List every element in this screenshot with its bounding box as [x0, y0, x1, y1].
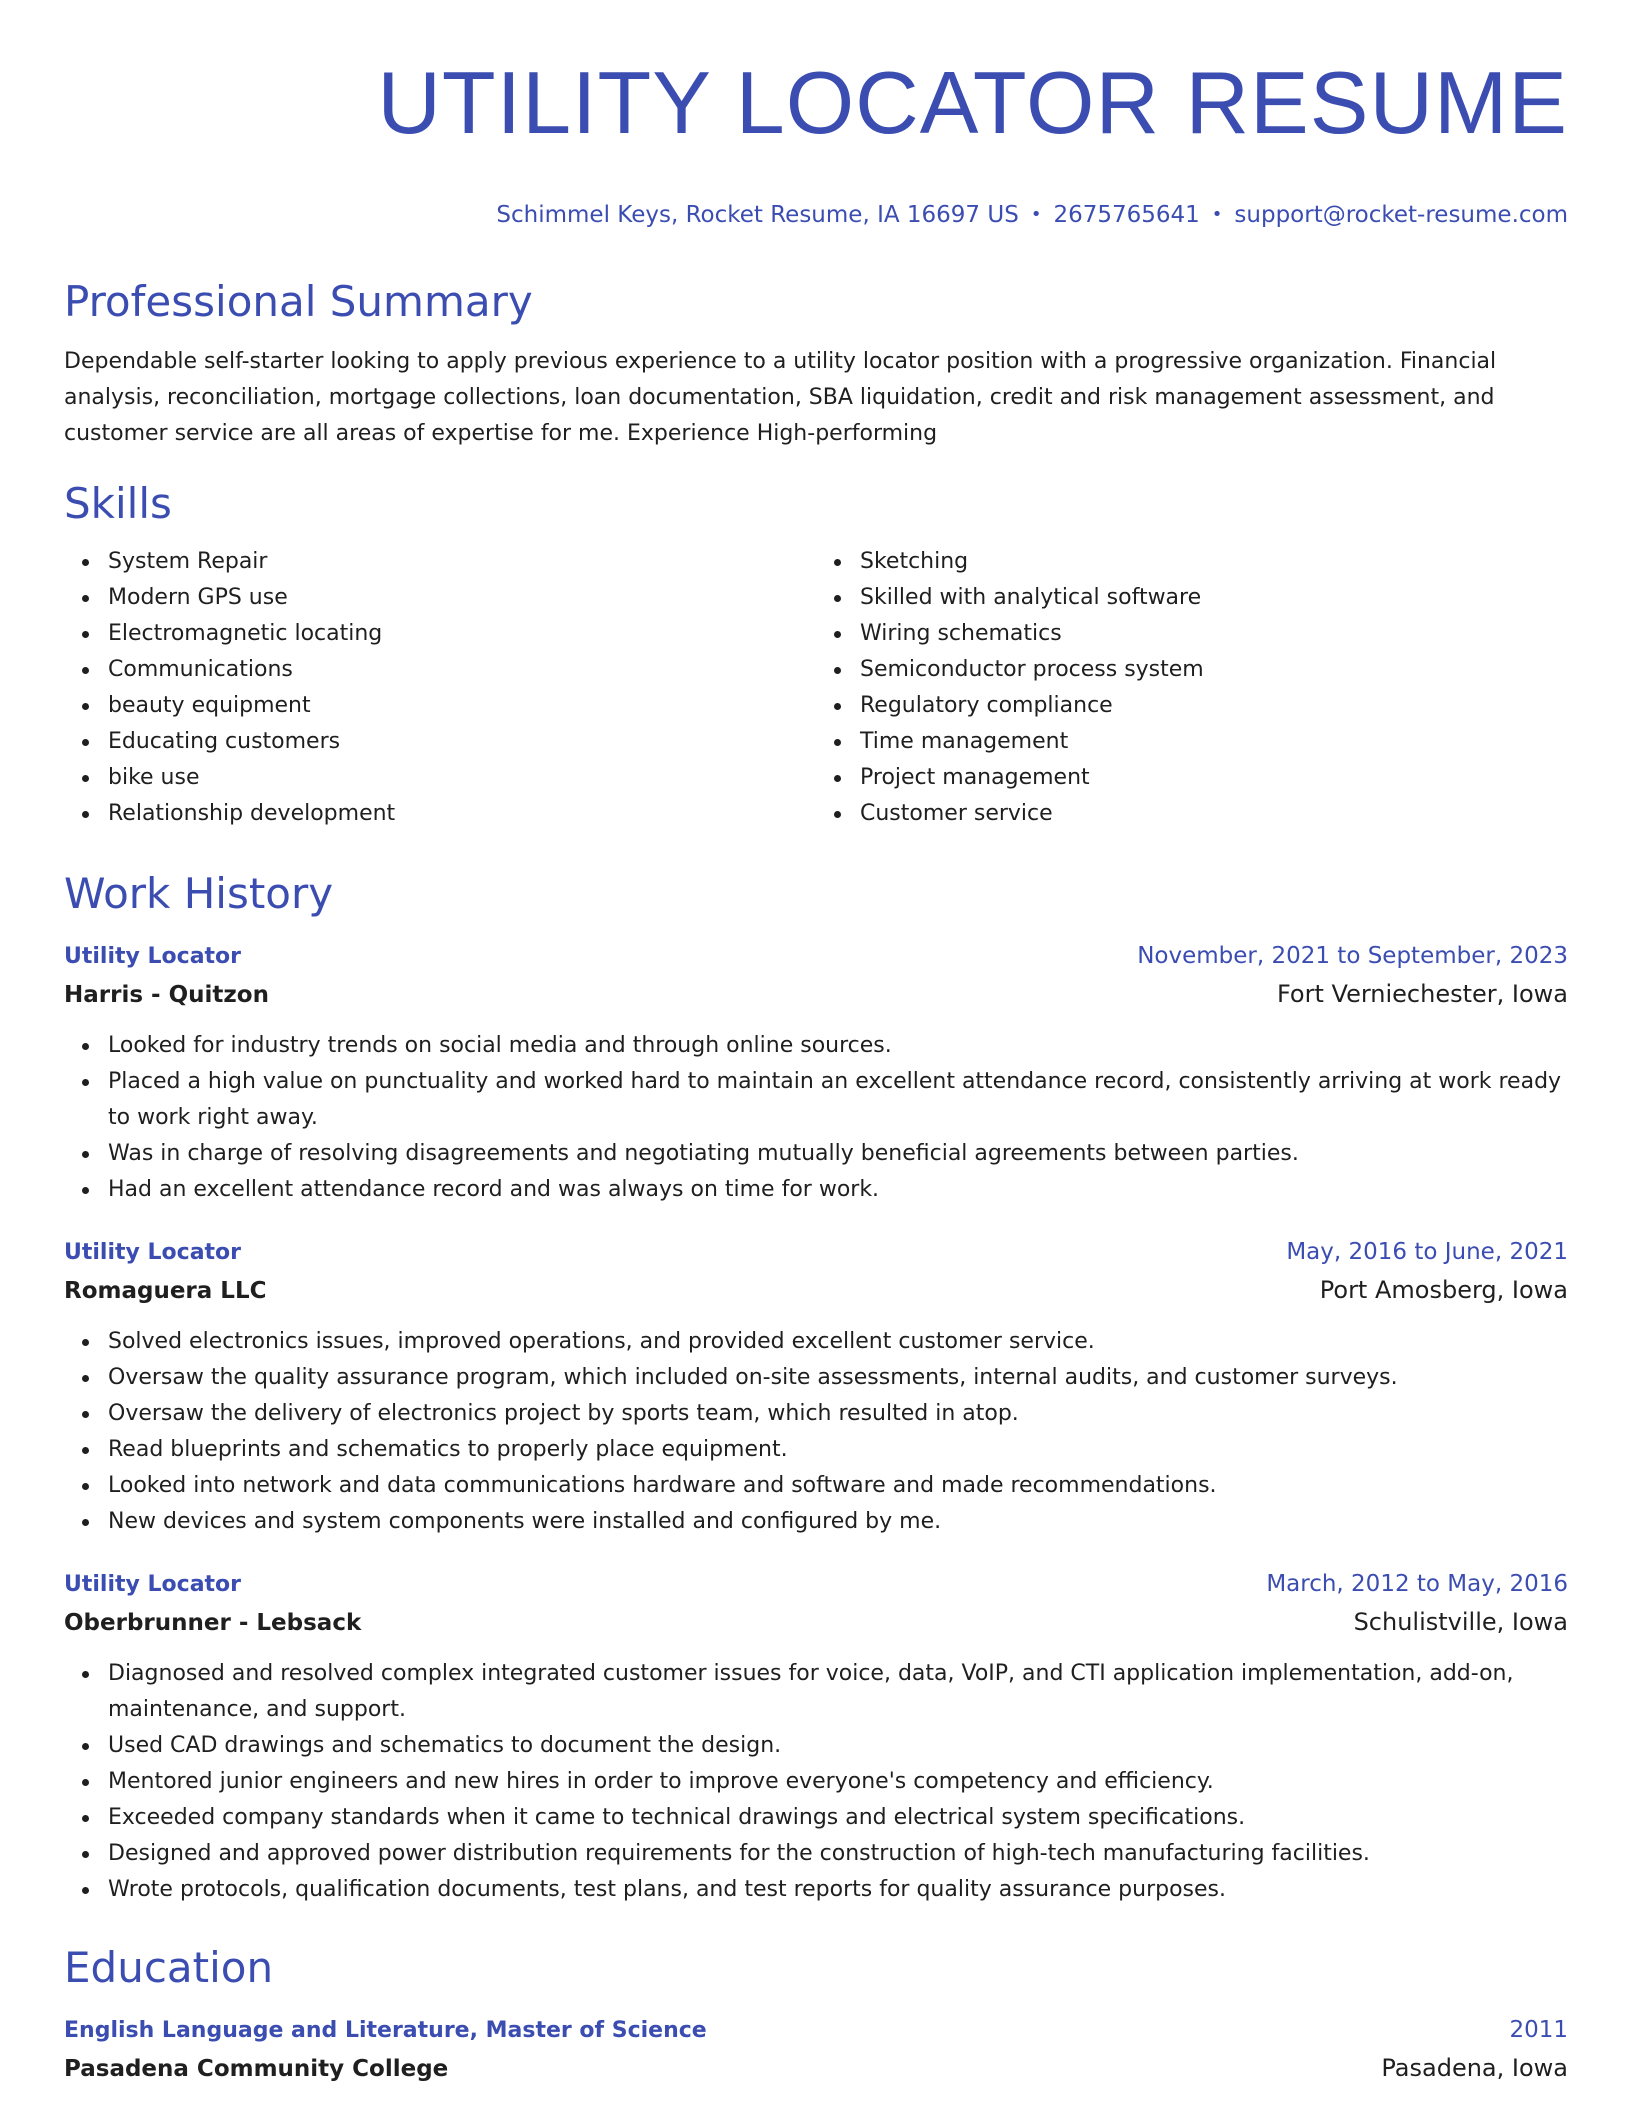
education-location: Pasadena, Iowa	[1381, 2054, 1568, 2082]
education-school: Pasadena Community College	[64, 2056, 449, 2082]
skill-item: Relationship development	[108, 796, 816, 832]
job-bullets	[64, 1656, 1568, 1908]
job-bullet: Was in charge of resolving disagreements and negotiating mutually beneficial agreements between parties.	[108, 1136, 1568, 1172]
skills-heading: Skills	[64, 479, 172, 528]
job-bullet: Oversaw the delivery of electronics project by sports team, which resulted in atop.	[108, 1396, 1568, 1432]
job-bullet: Looked for industry trends on social media and through online sources.	[108, 1028, 1568, 1064]
job-entry	[64, 938, 1568, 1208]
skill-item: Educating customers	[108, 724, 816, 760]
summary-heading: Professional Summary	[64, 277, 533, 326]
job-location: Schulistville, Iowa	[1353, 1608, 1568, 1636]
job-location: Port Amosberg, Iowa	[1319, 1276, 1568, 1304]
job-entry	[64, 1566, 1568, 1908]
skills-column-right	[816, 544, 1568, 832]
skills-list	[64, 544, 1568, 832]
work-history-heading: Work History	[64, 869, 334, 918]
job-location: Fort Verniechester, Iowa	[1276, 980, 1568, 1008]
job-bullet: Diagnosed and resolved complex integrated customer issues for voice, data, VoIP, and CTI application implementation, add-on, maintenance, and support.	[108, 1656, 1568, 1728]
skill-item: Wiring schematics	[860, 616, 1568, 652]
job-bullet: Used CAD drawings and schematics to document the design.	[108, 1728, 1568, 1764]
skill-item: beauty equipment	[108, 688, 816, 724]
job-bullet: Placed a high value on punctuality and worked hard to maintain an excellent attendance record, consistently arriving at work ready to work right away.	[108, 1064, 1568, 1136]
resume-title: UTILITY LOCATOR RESUME	[377, 53, 1568, 152]
skill-item: Customer service	[860, 796, 1568, 832]
summary-text: Dependable self-starter looking to apply previous experience to a utility locator position with a progressive organization. Financial analysis, reconciliation, mortgage collections, loan documentation, SBA liquidation, credit and risk management assessment, and customer service are all areas of expertise for me. Experience High-performing	[64, 349, 1497, 446]
contact-email: support@rocket-resume.com	[1234, 202, 1568, 228]
skill-item: Time management	[860, 724, 1568, 760]
job-title: Utility Locator	[64, 1240, 242, 1265]
skill-item: Regulatory compliance	[860, 688, 1568, 724]
job-company: Oberbrunner - Lebsack	[64, 1610, 362, 1636]
job-title: Utility Locator	[64, 1572, 242, 1597]
contact-separator: •	[1211, 204, 1223, 225]
job-bullet: Designed and approved power distribution requirements for the construction of high-tech manufacturing facilities.	[108, 1836, 1568, 1872]
education-heading: Education	[64, 1943, 274, 1992]
work-history-list	[64, 938, 1568, 1908]
education-year: 2011	[1509, 2017, 1568, 2043]
skill-item: Electromagnetic locating	[108, 616, 816, 652]
job-bullet: Solved electronics issues, improved operations, and provided excellent customer service.	[108, 1324, 1568, 1360]
skill-item: Project management	[860, 760, 1568, 796]
education-entry	[64, 2012, 1568, 2088]
skill-item: System Repair	[108, 544, 816, 580]
skill-item: Semiconductor process system	[860, 652, 1568, 688]
skill-item: Modern GPS use	[108, 580, 816, 616]
job-company: Harris - Quitzon	[64, 982, 269, 1008]
job-bullet: Had an excellent attendance record and was always on time for work.	[108, 1172, 1568, 1208]
contact-separator: •	[1030, 204, 1042, 225]
job-bullet: Mentored junior engineers and new hires in order to improve everyone's competency and efficiency.	[108, 1764, 1568, 1800]
resume-page	[64, 0, 1568, 2088]
job-dates: May, 2016 to June, 2021	[1286, 1239, 1568, 1265]
job-bullet: Oversaw the quality assurance program, which included on-site assessments, internal audits, and customer surveys.	[108, 1360, 1568, 1396]
job-bullet: Exceeded company standards when it came to technical drawings and electrical system specifications.	[108, 1800, 1568, 1836]
job-bullet: New devices and system components were installed and configured by me.	[108, 1504, 1568, 1540]
contact-phone: 2675765641	[1053, 202, 1200, 228]
education-degree: English Language and Literature, Master of Science	[64, 2018, 707, 2043]
job-bullet: Read blueprints and schematics to properly place equipment.	[108, 1432, 1568, 1468]
job-dates: March, 2012 to May, 2016	[1266, 1571, 1568, 1597]
skills-column-left	[64, 544, 816, 832]
skill-item: Communications	[108, 652, 816, 688]
job-bullets	[64, 1324, 1568, 1540]
contact-line	[64, 200, 1568, 232]
skill-item: Sketching	[860, 544, 1568, 580]
skill-item: bike use	[108, 760, 816, 796]
job-entry	[64, 1234, 1568, 1540]
skill-item: Skilled with analytical software	[860, 580, 1568, 616]
job-dates: November, 2021 to September, 2023	[1137, 943, 1568, 969]
job-bullet: Looked into network and data communications hardware and software and made recommendations.	[108, 1468, 1568, 1504]
job-title: Utility Locator	[64, 944, 242, 969]
job-bullets	[64, 1028, 1568, 1208]
job-company: Romaguera LLC	[64, 1278, 267, 1304]
job-bullet: Wrote protocols, qualification documents, test plans, and test reports for quality assurance purposes.	[108, 1872, 1568, 1908]
contact-address: Schimmel Keys, Rocket Resume, IA 16697 US	[496, 202, 1019, 228]
